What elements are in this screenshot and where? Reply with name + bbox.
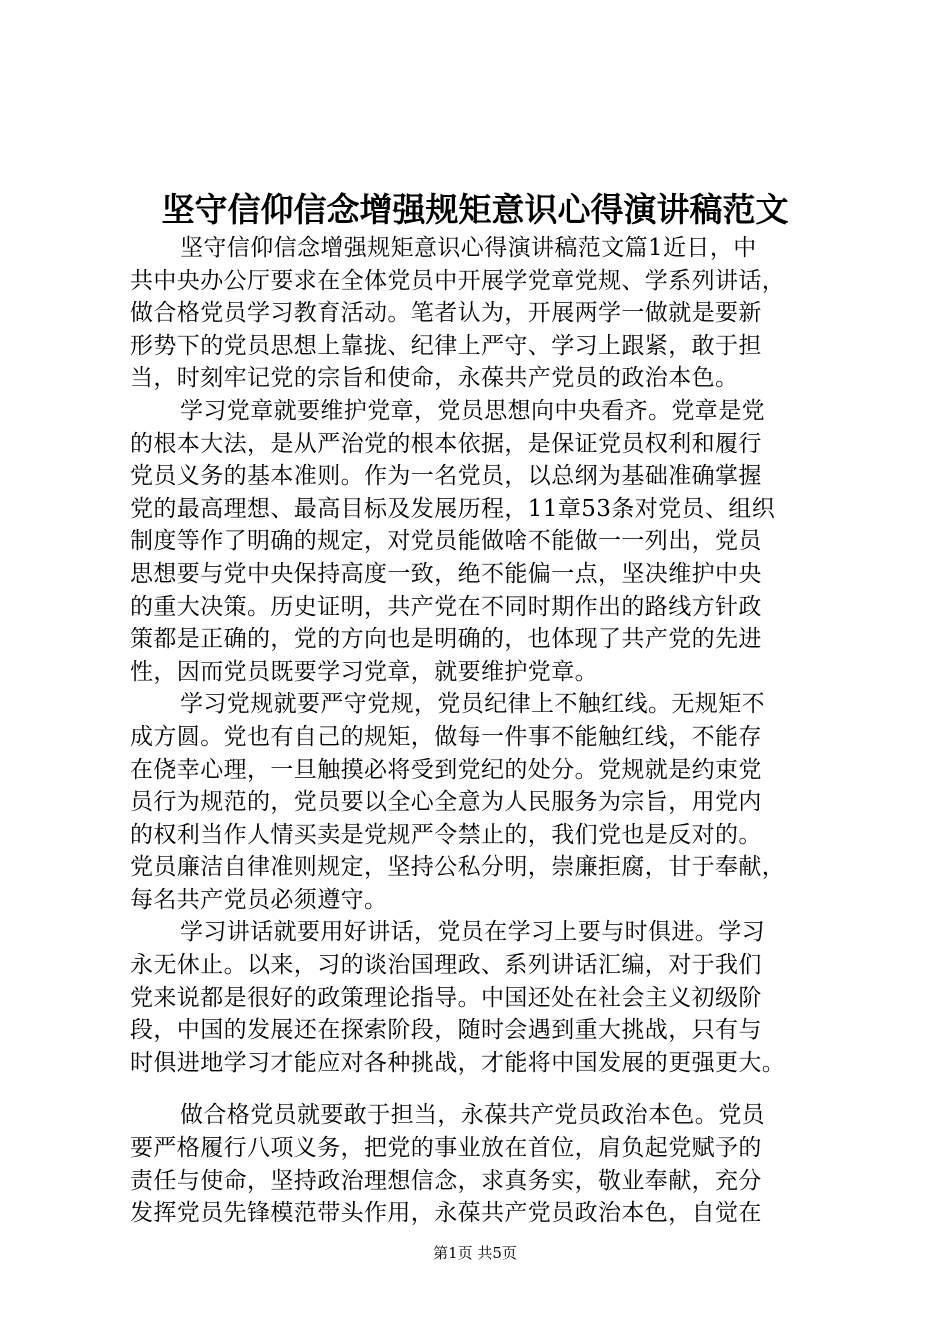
paragraph-5-line-4: 发挥党员先锋模范带头作用，永葆共产党员政治本色，自觉在	[130, 1200, 762, 1227]
paragraph-2-line-3: 党员义务的基本准则。作为一名党员，以总纲为基础准确掌握	[130, 463, 762, 490]
paragraph-5-line-2: 要严格履行八项义务，把党的事业放在首位，肩负起党赋予的	[130, 1135, 762, 1162]
paragraph-4-line-4: 段，中国的发展还在探索阶段，随时会遇到重大挑战，只有与	[130, 1017, 762, 1044]
paragraph-2-line-6: 思想要与党中央保持高度一致，绝不能偏一点，坚决维护中央	[130, 560, 762, 587]
document-body	[130, 232, 830, 1230]
paragraph-4-line-1: 学习讲话就要用好讲话，党员在学习上要与时俱进。学习	[180, 919, 765, 946]
paragraph-3-line-1: 学习党规就要严守党规，党员纪律上不触红线。无规矩不	[180, 691, 765, 718]
paragraph-3-line-4: 员行为规范的，党员要以全心全意为人民服务为宗旨，用党内	[130, 789, 762, 816]
paragraph-5-line-1: 做合格党员就要敢于担当，永葆共产党员政治本色。党员	[180, 1102, 765, 1129]
paragraph-4-line-3: 党来说都是很好的政策理论指导。中国还处在社会主义初级阶	[130, 984, 762, 1011]
paragraph-2-line-1: 学习党章就要维护党章，党员思想向中央看齐。党章是党	[180, 397, 765, 424]
paragraph-2-line-8: 策都是正确的，党的方向也是明确的，也体现了共产党的先进	[130, 626, 762, 653]
paragraph-3-line-3: 在侥幸心理，一旦触摸必将受到党纪的处分。党规就是约束党	[130, 756, 762, 783]
paragraph-1-line-1: 坚守信仰信念增强规矩意识心得演讲稿范文篇1近日，中	[180, 235, 757, 261]
document-title: 坚守信仰信念增强规矩意识心得演讲稿范文	[161, 190, 789, 229]
paragraph-2-line-2: 的根本大法，是从严治党的根本依据，是保证党员权利和履行	[130, 430, 762, 457]
paragraph-2-line-9: 性，因而党员既要学习党章，就要维护党章。	[130, 658, 598, 685]
paragraph-2-line-5: 制度等作了明确的规定，对党员能做啥不能做一一列出，党员	[130, 528, 762, 555]
paragraph-4-line-5: 时俱进地学习才能应对各种挑战，才能将中国发展的更强更大。	[130, 1049, 786, 1076]
paragraph-3-line-5: 的权利当作人情买卖是党规严令禁止的，我们党也是反对的。	[130, 821, 762, 848]
paragraph-2-line-7: 的重大决策。历史证明，共产党在不同时期作出的路线方针政	[130, 593, 762, 620]
paragraph-3-line-7: 每名共产党员必须遵守。	[130, 886, 388, 913]
paragraph-3-line-6: 党员廉洁自律准则规定，坚持公私分明，崇廉拒腐，甘于奉献，	[130, 854, 786, 881]
page-number-footer: 第1页 共5页	[433, 1244, 517, 1262]
paragraph-5-line-3: 责任与使命，坚持政治理想信念，求真务实，敬业奉献，充分	[130, 1167, 762, 1194]
paragraph-3-line-2: 成方圆。党也有自己的规矩，做每一件事不能触红线，不能存	[130, 723, 762, 750]
paragraph-gap	[130, 1079, 830, 1099]
paragraph-1-line-3: 做合格党员学习教育活动。笔者认为，开展两学一做就是要新	[130, 300, 762, 327]
paragraph-1-line-2: 共中央办公厅要求在全体党员中开展学党章党规、学系列讲话，	[130, 267, 786, 294]
paragraph-1-line-5: 当，时刻牢记党的宗旨和使命，永葆共产党员的政治本色。	[130, 365, 739, 392]
paragraph-1-line-4: 形势下的党员思想上靠拢、纪律上严守、学习上跟紧，敢于担	[130, 332, 762, 359]
paragraph-4-line-2: 永无休止。以来，习的谈治国理政、系列讲话汇编，对于我们	[130, 952, 762, 979]
paragraph-2-line-4: 党的最高理想、最高目标及发展历程，11章53条对党员、组织	[130, 495, 776, 522]
